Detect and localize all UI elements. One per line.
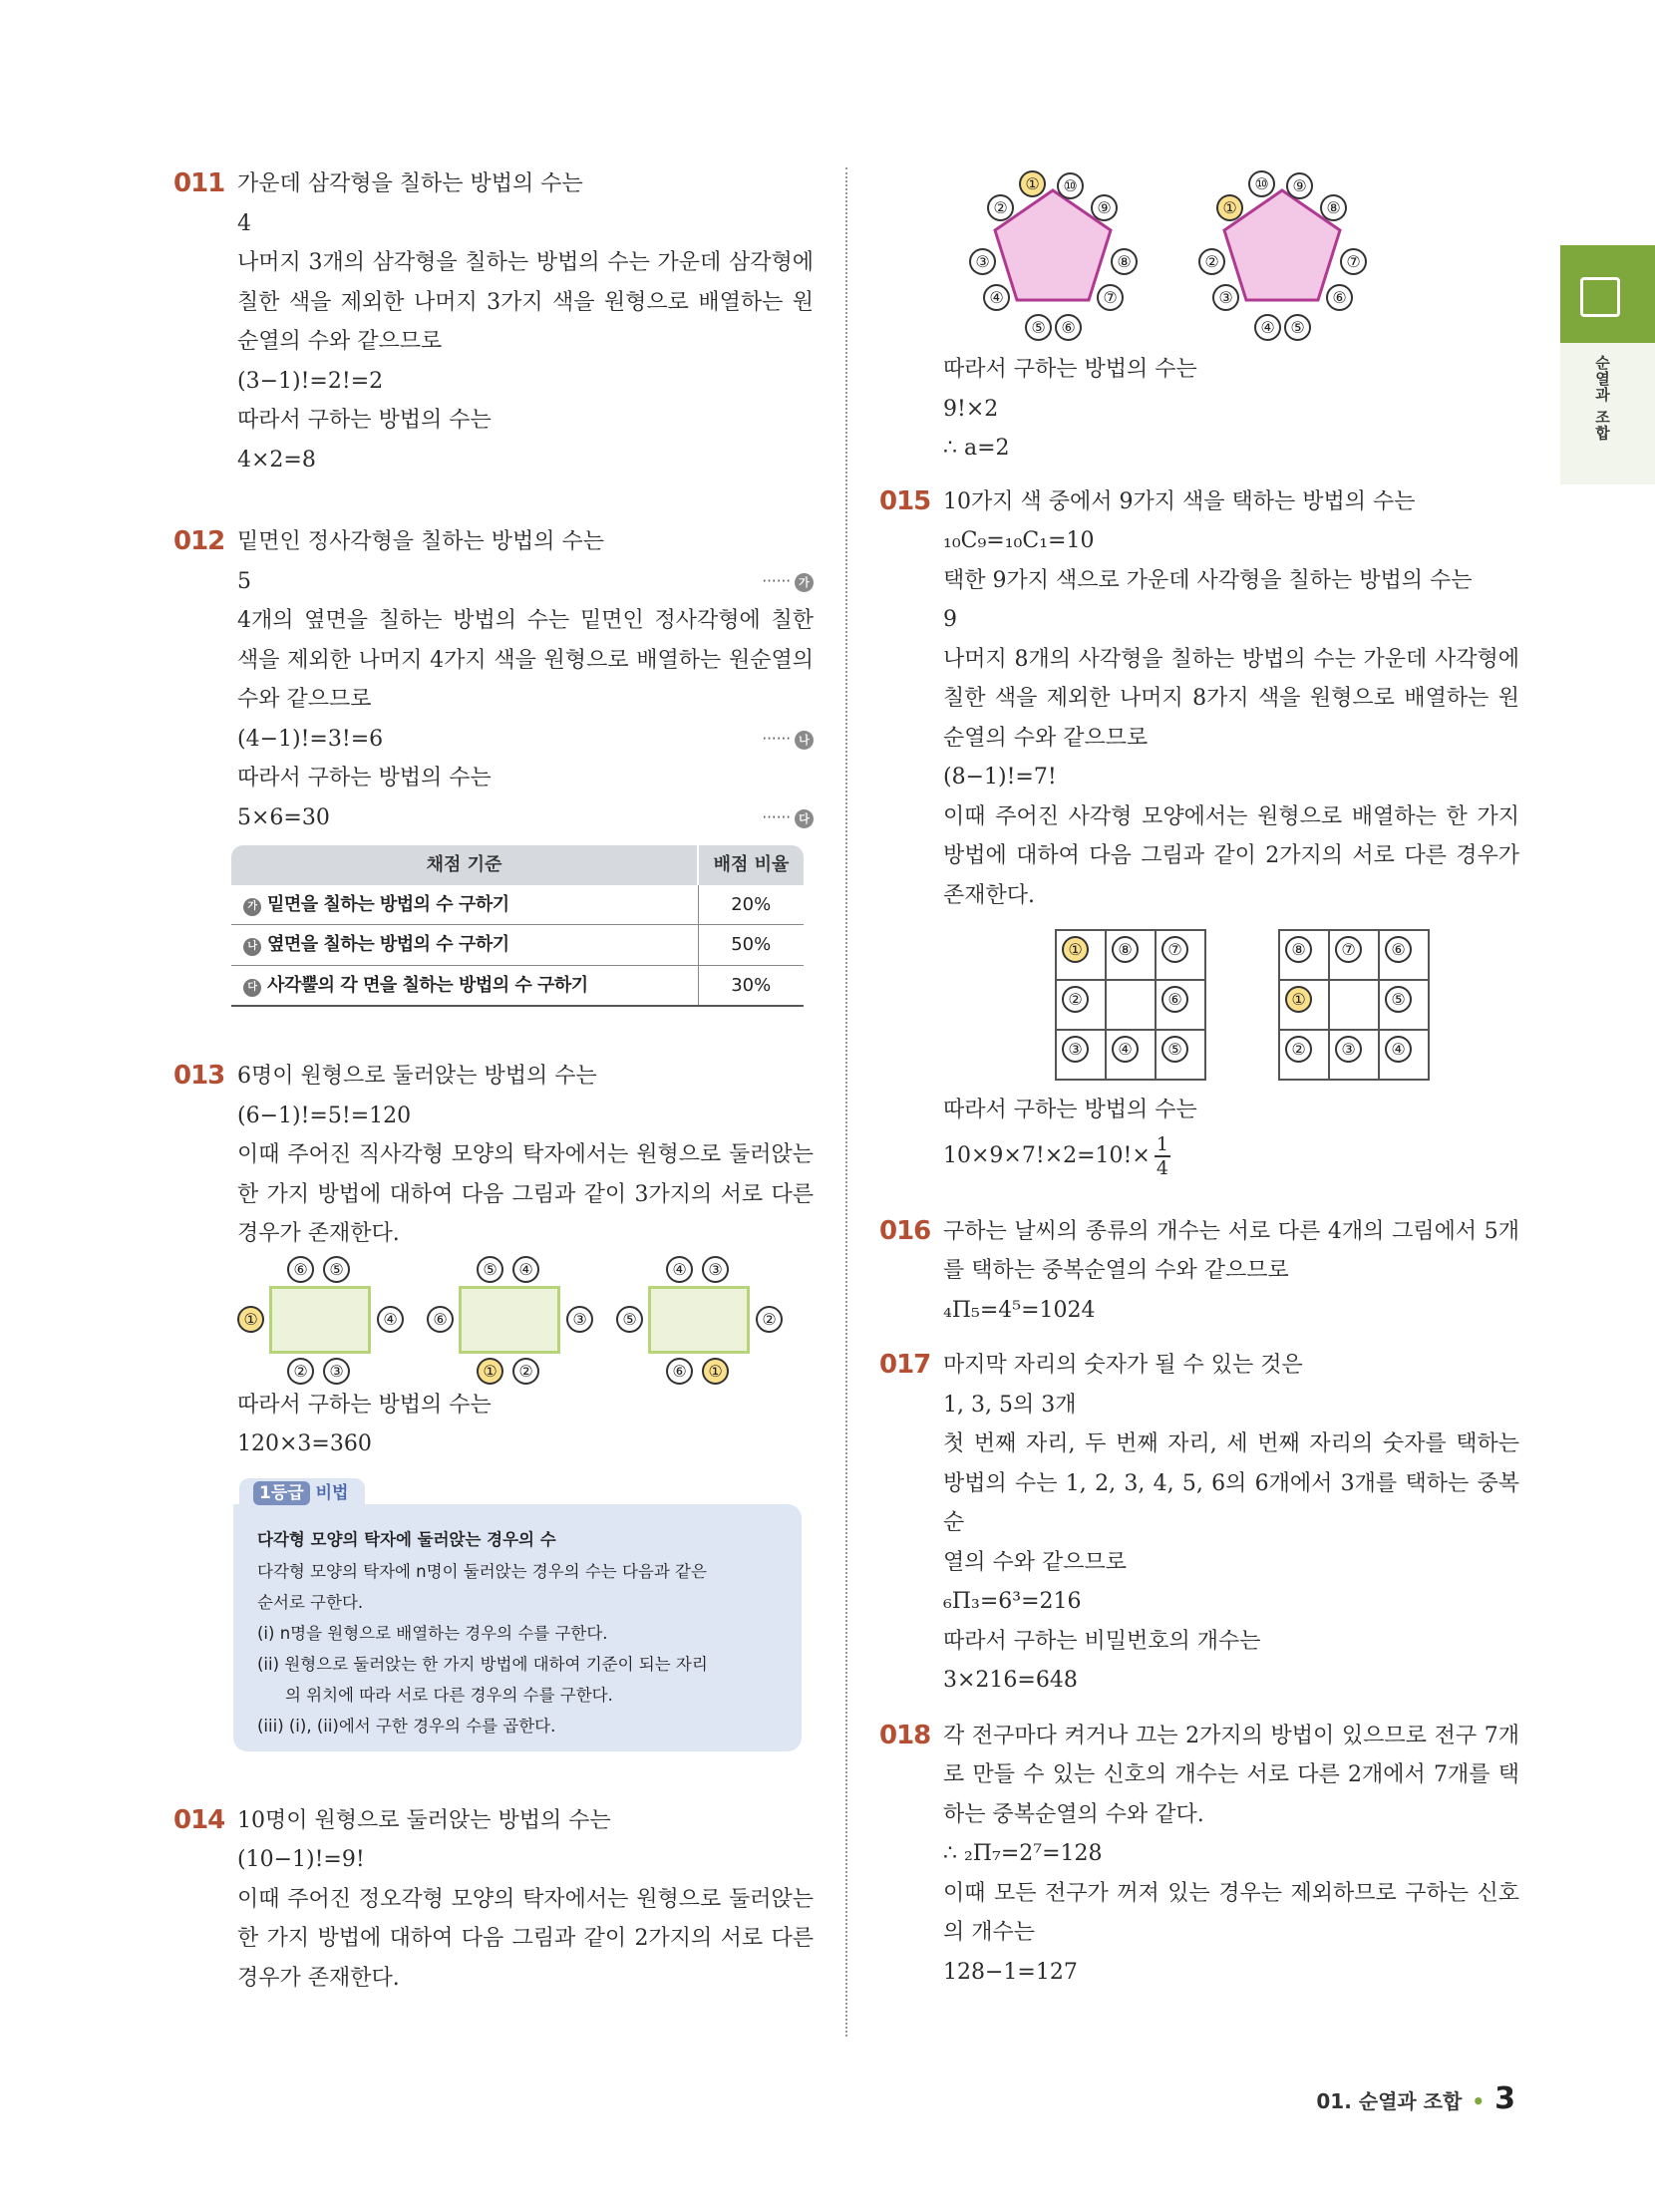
text-line: 이때 주어진 정오각형 모양의 탁자에서는 원형으로 둘러앉는 [237, 1886, 814, 1912]
text-line: 10가지 색 중에서 9가지 색을 택하는 방법의 수는 [943, 488, 1416, 514]
page-footer [1316, 2081, 1515, 2116]
text-line: 를 택하는 중복순열의 수와 같으므로 [943, 1258, 1289, 1283]
problem-number: 014 [173, 1804, 225, 1835]
text-line: 가운데 삼각형을 칠하는 방법의 수는 [237, 171, 583, 196]
text-line: (8−1)!=7! [943, 765, 1057, 790]
seat-number: ① [1019, 170, 1046, 197]
scoring-table [231, 845, 804, 1007]
problem-number: 017 [879, 1350, 931, 1380]
text-line: 마지막 자리의 숫자가 될 수 있는 것은 [943, 1353, 1303, 1378]
seat-number: ② [1198, 248, 1225, 275]
seat-number: ① [477, 1358, 503, 1385]
text-line: 하는 중복순열의 수와 같다. [943, 1801, 1204, 1827]
seat-number: ⑥ [666, 1358, 693, 1385]
text-line: 로 만들 수 있는 신호의 개수는 서로 다른 2개에서 7개를 택 [943, 1762, 1519, 1787]
problem-014-continued [881, 172, 1519, 469]
problem-017 [881, 1346, 1519, 1701]
text-line: ₄Π₅=4⁵=1024 [943, 1297, 1096, 1323]
text-line: 따라서 구하는 방법의 수는 [943, 1098, 1197, 1122]
column-divider [845, 167, 847, 2037]
text-line: 한 가지 방법에 대하여 다음 그림과 같이 2가지의 서로 다른 [237, 1926, 814, 1951]
problem-018 [881, 1717, 1519, 1993]
chapter-tab [1560, 251, 1655, 343]
text-line: 4 [237, 210, 251, 236]
text-line: 의 개수는 [943, 1920, 1036, 1945]
problem-015 [881, 482, 1519, 1182]
right-column [881, 172, 1519, 1992]
seat-number: ① [1216, 194, 1243, 221]
seat-number: ③ [566, 1306, 593, 1333]
rectangle-table-figures [235, 1254, 814, 1382]
text-line: 5×6=30 [237, 804, 330, 830]
text-line: (6−1)!=5!=120 [237, 1103, 412, 1128]
text-line: (3−1)!=2!=2 [237, 368, 384, 394]
text-line: 이때 모든 전구가 꺼져 있는 경우는 제외하므로 구하는 신호 [943, 1880, 1519, 1906]
seat-number: ③ [702, 1256, 729, 1283]
text-line: 9 [943, 607, 957, 632]
seat-number: ⑧ [1111, 248, 1138, 275]
seat-number: ⑥ [287, 1256, 314, 1283]
problem-011 [175, 164, 814, 479]
seat-number: ⑩ [1248, 170, 1275, 197]
text-line: 나머지 8개의 사각형을 칠하는 방법의 수는 가운데 사각형에 [943, 646, 1519, 672]
seat-number: ⑥ [1055, 314, 1082, 341]
tip-line: (iii) (i), (ii)에서 구한 경우의 수를 곱한다. [257, 1716, 556, 1736]
text-line: 순열의 수와 같으므로 [237, 329, 443, 354]
text-line: 칠한 색을 제외한 나머지 8가지 색을 원형으로 배열하는 원 [943, 686, 1519, 711]
seat-number: ⑩ [1057, 172, 1084, 199]
problem-number: 012 [173, 526, 225, 556]
text-line: (4−1)!=3!=6 [237, 726, 384, 752]
seat-number: ④ [666, 1256, 693, 1283]
seat-number: ② [987, 194, 1014, 221]
left-column [175, 164, 814, 1998]
text-line: 따라서 구하는 방법의 수는 [943, 357, 1197, 382]
seat-number: ② [287, 1358, 314, 1385]
problem-016 [881, 1212, 1519, 1331]
problem-number: 011 [173, 168, 225, 198]
text-line: ∴ a=2 [943, 436, 1010, 461]
seat-number: ② [756, 1306, 783, 1333]
problem-014 [175, 1801, 814, 1999]
problem-number: 015 [879, 485, 931, 516]
text-line: 방법에 대하여 다음 그림과 같이 2가지의 서로 다른 경우가 [943, 843, 1519, 868]
text-line: 120×3=360 [237, 1431, 372, 1456]
seat-number: ⑦ [1340, 248, 1367, 275]
table-row: 가 밑면을 칠하는 방법의 수 구하기 20% [231, 885, 804, 925]
text-line: 10×9×7!×2=10!× [943, 1142, 1151, 1168]
text-line: (10−1)!=9! [237, 1847, 365, 1872]
text-line: 칠한 색을 제외한 나머지 3가지 색을 원형으로 배열하는 원 [237, 289, 814, 315]
text-line: 첫 번째 자리, 두 번째 자리, 세 번째 자리의 숫자를 택하는 [943, 1431, 1519, 1456]
step-mark: ······ 다 [762, 798, 814, 838]
seat-number: ② [512, 1358, 539, 1385]
text-line: 택한 9가지 색으로 가운데 사각형을 칠하는 방법의 수는 [943, 567, 1473, 593]
seat-number: ① [237, 1306, 264, 1333]
text-line: 따라서 구하는 방법의 수는 [237, 408, 492, 433]
text-line: 경우가 존재한다. [237, 1965, 400, 1991]
seat-number: ⑤ [1025, 314, 1052, 341]
text-line: 6명이 원형으로 둘러앉는 방법의 수는 [237, 1064, 597, 1089]
text-line: ∴ ₂Π₇=2⁷=128 [943, 1841, 1103, 1866]
table-row: 다 사각뿔의 각 면을 칠하는 방법의 수 구하기 30% [231, 965, 804, 1006]
seat-number: ⑤ [323, 1256, 350, 1283]
seat-number: ⑧ [1320, 194, 1347, 221]
seat-number: ④ [1254, 314, 1281, 341]
text-line: 나머지 3개의 삼각형을 칠하는 방법의 수는 가운데 삼각형에 [237, 250, 814, 275]
footer-chapter: 01. 순열과 조합 [1316, 2089, 1463, 2113]
seat-number: ⑥ [427, 1306, 454, 1333]
tip-tab: 1등급 비법 [239, 1478, 365, 1506]
seat-number: ④ [377, 1306, 404, 1333]
pentagon-figures [943, 172, 1519, 350]
text-line: 10명이 원형으로 둘러앉는 방법의 수는 [237, 1807, 611, 1833]
fraction: $\frac{1}{4}$ [1156, 1132, 1168, 1179]
text-line: 5 [237, 568, 251, 594]
tip-line: 순서로 구한다. [257, 1592, 364, 1612]
text-line: 4개의 옆면을 칠하는 방법의 수는 밑면인 정사각형에 칠한 [237, 608, 814, 633]
text-line: 열의 수와 같으므로 [943, 1549, 1128, 1575]
seat-number: ⑤ [477, 1256, 503, 1283]
tip-line: (ii) 원형으로 둘러앉는 한 가지 방법에 대하여 기준이 되는 자리 [257, 1654, 708, 1674]
tip-line: 다각형 모양의 탁자에 n명이 둘러앉는 경우의 수는 다음과 같은 [257, 1561, 707, 1581]
text-line: 한 가지 방법에 대하여 다음 그림과 같이 3가지의 서로 다른 [237, 1181, 814, 1207]
text-line: 순열의 수와 같으므로 [943, 725, 1149, 751]
table-row: 나 옆면을 칠하는 방법의 수 구하기 50% [231, 925, 804, 966]
text-line: 따라서 구하는 비밀번호의 개수는 [943, 1628, 1261, 1654]
seat-number: ④ [983, 284, 1010, 311]
step-mark: ······ 나 [762, 720, 814, 760]
text-line: 이때 주어진 사각형 모양에서는 원형으로 배열하는 한 가지 [943, 803, 1519, 829]
text-line: 3×216=648 [943, 1668, 1078, 1693]
text-line: 128−1=127 [943, 1959, 1078, 1985]
grid-figure-2: ⑧ ⑦ ⑥ ① ⑤ ② ③ ④ [1278, 929, 1430, 1081]
chapter-icon [1580, 277, 1620, 317]
rect-table [459, 1286, 560, 1354]
tip-line: (i) n명을 원형으로 배열하는 경우의 수를 구한다. [257, 1623, 608, 1643]
text-line: 수와 같으므로 [237, 687, 372, 712]
problem-number: 016 [879, 1215, 931, 1246]
seat-number: ③ [969, 248, 996, 275]
text-line: ₁₀C₉=₁₀C₁=10 [943, 528, 1095, 553]
seat-number: ⑤ [616, 1306, 643, 1333]
grid-figures [943, 915, 1519, 1091]
text-line: 밑면인 정사각형을 칠하는 방법의 수는 [237, 529, 605, 554]
problem-number: 018 [879, 1720, 931, 1750]
text-line: ₆Π₃=6³=216 [943, 1589, 1082, 1614]
tip-title: 다각형 모양의 탁자에 둘러앉는 경우의 수 [257, 1529, 556, 1549]
seat-number: ⑨ [1286, 172, 1313, 199]
seat-number: ④ [512, 1256, 539, 1283]
seat-number: ① [702, 1358, 729, 1385]
text-line: 색을 제외한 나머지 4가지 색을 원형으로 배열하는 원순열의 [237, 647, 814, 673]
rect-table [269, 1286, 371, 1354]
table-header: 배점 비율 [698, 845, 804, 885]
table-header: 채점 기준 [231, 845, 698, 885]
step-mark: ······ 가 [762, 562, 814, 602]
seat-number: ③ [1212, 284, 1239, 311]
seat-number: ⑥ [1326, 284, 1353, 311]
text-line: 따라서 구하는 방법의 수는 [237, 1392, 492, 1418]
text-line: 1, 3, 5의 3개 [943, 1392, 1077, 1418]
problem-012 [175, 522, 814, 1007]
grid-figure-1: ① ⑧ ⑦ ② ⑥ ③ ④ ⑤ [1055, 929, 1206, 1081]
text-line: 따라서 구하는 방법의 수는 [237, 766, 492, 790]
text-line: 경우가 존재한다. [237, 1221, 400, 1246]
text-line: 9!×2 [943, 396, 999, 422]
text-line: 4×2=8 [237, 447, 316, 473]
page-number: 3 [1494, 2081, 1515, 2116]
seat-number: ⑦ [1097, 284, 1124, 311]
text-line: 구하는 날씨의 종류의 개수는 서로 다른 4개의 그림에서 5개 [943, 1218, 1519, 1244]
problem-number: 013 [173, 1061, 225, 1091]
text-line: 이때 주어진 직사각형 모양의 탁자에서는 원형으로 둘러앉는 [237, 1142, 814, 1167]
text-line: 존재한다. [943, 882, 1036, 908]
footer-dot: • [1472, 2089, 1486, 2113]
seat-number: ⑨ [1091, 194, 1118, 221]
chapter-tab-label: 순열과 조합 [1593, 355, 1611, 442]
text-line: 각 전구마다 켜거나 끄는 2가지의 방법이 있으므로 전구 7개 [943, 1723, 1519, 1748]
rect-table [648, 1286, 750, 1354]
text-line: 방법의 수는 1, 2, 3, 4, 5, 6의 6개에서 3개를 택하는 중복순 [943, 1470, 1519, 1535]
problem-013 [175, 1057, 814, 1751]
seat-number: ③ [323, 1358, 350, 1385]
tip-box [233, 1482, 802, 1751]
tip-line: 의 위치에 따라 서로 다른 경우의 수를 구한다. [285, 1685, 613, 1705]
seat-number: ⑤ [1284, 314, 1311, 341]
